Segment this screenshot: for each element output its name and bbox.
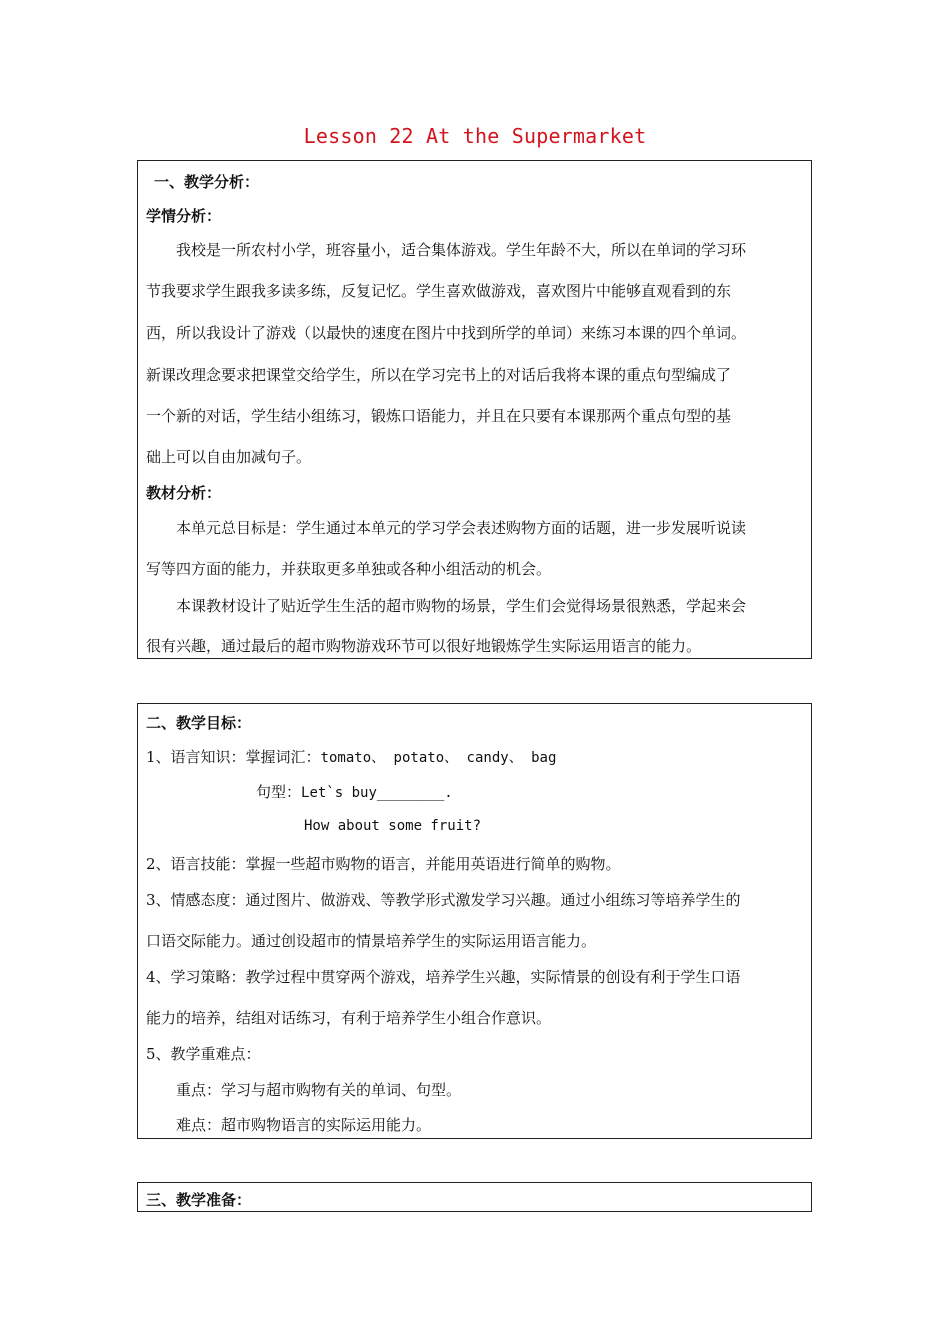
objective-1-prefix: 1、语言知识：掌握词汇： xyxy=(146,748,321,766)
student-analysis-line: 新课改理念要求把课堂交给学生，所以在学习完书上的对话后我将本课的重点句型编成了 xyxy=(146,366,732,384)
section-teaching-analysis xyxy=(137,160,812,659)
section-teaching-objectives xyxy=(137,703,812,1139)
material-analysis-line: 本课教材设计了贴近学生生活的超市购物的场景，学生们会觉得场景很熟悉，学起来会 xyxy=(176,597,747,615)
objective-attitude-line: 口语交际能力。通过创设超市的情景培养学生的实际运用语言能力。 xyxy=(146,932,597,950)
pattern-1: Let`s buy________. xyxy=(301,785,453,801)
key-point: 重点：学习与超市购物有关的单词、句型。 xyxy=(176,1081,462,1099)
section2-heading: 二、教学目标： xyxy=(146,714,252,732)
document-title: Lesson 22 At the Supermarket xyxy=(303,124,647,148)
student-analysis-label: 学情分析： xyxy=(146,207,222,225)
pattern-2: How about some fruit? xyxy=(304,818,482,834)
objective-key-difficult: 5、教学重难点： xyxy=(146,1045,261,1063)
student-analysis-line: 西，所以我设计了游戏（以最快的速度在图片中找到所学的单词）来练习本课的四个单词。 xyxy=(146,324,747,342)
student-analysis-line: 节我要求学生跟我多读多练，反复记忆。学生喜欢做游戏，喜欢图片中能够直观看到的东 xyxy=(146,282,732,300)
section1-heading: 一、教学分析： xyxy=(154,173,260,191)
material-analysis-line: 写等四方面的能力，并获取更多单独或各种小组活动的机会。 xyxy=(146,560,552,578)
difficult-point: 难点：超市购物语言的实际运用能力。 xyxy=(176,1116,432,1134)
sentence-pattern-row xyxy=(256,781,803,802)
objective-language-skills: 2、语言技能：掌握一些超市购物的语言，并能用英语进行简单的购物。 xyxy=(146,855,621,873)
student-analysis-line: 我校是一所农村小学，班容量小，适合集体游戏。学生年龄不大，所以在单词的学习环 xyxy=(176,241,747,259)
student-analysis-line: 一个新的对话，学生结小组练习，锻炼口语能力，并且在只要有本课那两个重点句型的基 xyxy=(146,407,732,425)
section3-heading: 三、教学准备： xyxy=(146,1191,252,1209)
objective-attitude-line: 3、情感态度：通过图片、做游戏、等教学形式激发学习兴趣。通过小组练习等培养学生的 xyxy=(146,891,741,909)
student-analysis-line: 础上可以自由加减句子。 xyxy=(146,448,312,466)
objective-language-knowledge xyxy=(146,746,803,767)
material-analysis-line: 本单元总目标是：学生通过本单元的学习学会表述购物方面的话题，进一步发展听说读 xyxy=(176,519,747,537)
section-teaching-preparation xyxy=(137,1182,812,1212)
pattern-label: 句型： xyxy=(256,783,302,801)
objective-strategy-line: 能力的培养，结组对话练习，有利于培养学生小组合作意识。 xyxy=(146,1009,552,1027)
material-analysis-line: 很有兴趣，通过最后的超市购物游戏环节可以很好地锻炼学生实际运用语言的能力。 xyxy=(146,637,702,655)
material-analysis-label: 教材分析： xyxy=(146,484,222,502)
vocabulary-words: tomato、 potato、 candy、 bag xyxy=(320,750,557,766)
objective-strategy-line: 4、学习策略：教学过程中贯穿两个游戏，培养学生兴趣，实际情景的创设有利于学生口语 xyxy=(146,968,741,986)
